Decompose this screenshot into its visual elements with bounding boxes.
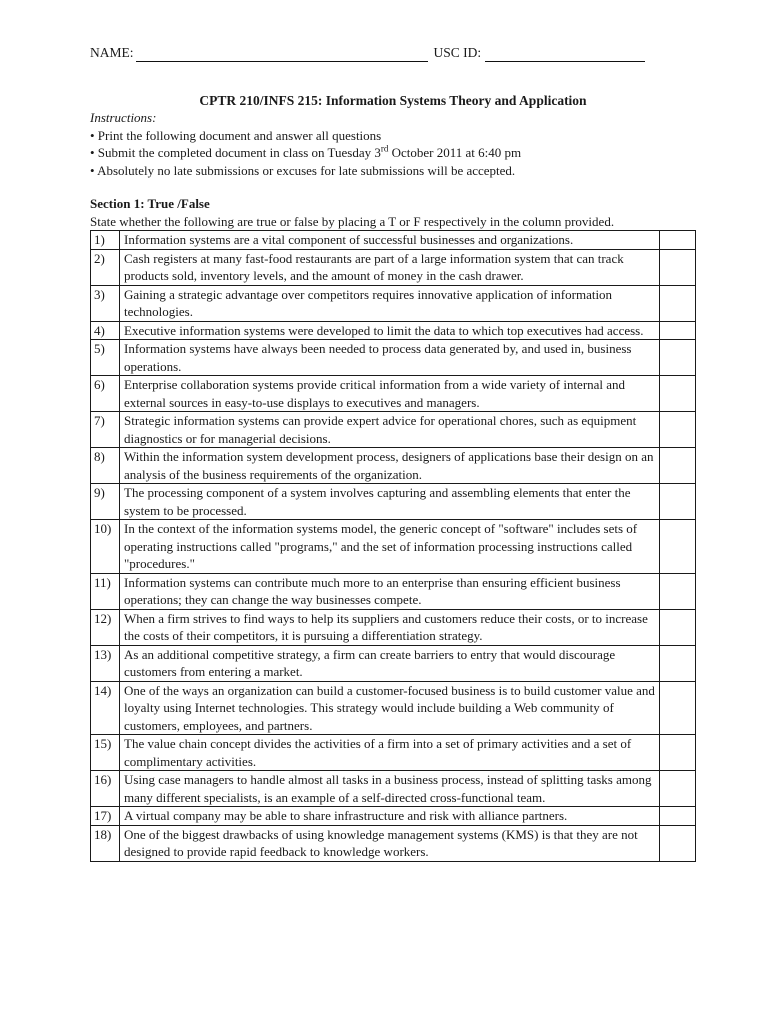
instruction-bullet: • Print the following document and answer all questions bbox=[90, 127, 382, 143]
submit-superscript: rd bbox=[380, 143, 389, 154]
instructions-label: Instructions: bbox=[90, 110, 157, 125]
document-page bbox=[90, 44, 696, 862]
question-text: The processing component of a system involves capturing and assembling elements that enter the system to be processed. bbox=[120, 484, 660, 520]
instruction-bullet: • Absolutely no late submissions or excuses for late submissions will be accepted. bbox=[90, 162, 516, 178]
answer-cell[interactable] bbox=[660, 412, 696, 448]
question-number: 1) bbox=[91, 231, 120, 250]
questions-table bbox=[90, 230, 696, 862]
question-number: 16) bbox=[91, 771, 120, 807]
question-text: When a firm strives to find ways to help its suppliers and customers reduce their costs, or to increase the costs of their competitors, it is pursuing a differentiation strategy. bbox=[120, 609, 660, 645]
question-text: Information systems have always been needed to process data generated by, and used in, business operations. bbox=[120, 340, 660, 376]
section-directions: State whether the following are true or false by placing a T or F respectively in the column provided. bbox=[90, 213, 615, 229]
question-number: 10) bbox=[91, 520, 120, 574]
answer-cell[interactable] bbox=[660, 340, 696, 376]
question-number: 17) bbox=[91, 807, 120, 826]
question-row bbox=[91, 645, 696, 681]
answer-cell[interactable] bbox=[660, 681, 696, 735]
answer-cell[interactable] bbox=[660, 484, 696, 520]
answer-cell[interactable] bbox=[660, 520, 696, 574]
document-title: CPTR 210/INFS 215: Information Systems Theory and Application bbox=[199, 92, 587, 108]
question-number: 7) bbox=[91, 412, 120, 448]
question-text: Gaining a strategic advantage over competitors requires innovative application of information technologies. bbox=[120, 285, 660, 321]
question-text: Information systems can contribute much more to an enterprise than ensuring efficient business operations; they can change the way businesses compete. bbox=[120, 573, 660, 609]
question-text: Using case managers to handle almost all tasks in a business process, instead of splitting tasks among many different specialists, is an example of a self-directed cross-functional team. bbox=[120, 771, 660, 807]
question-row bbox=[91, 376, 696, 412]
question-row bbox=[91, 231, 696, 250]
question-text: Information systems are a vital component of successful businesses and organizations. bbox=[120, 231, 660, 250]
section-title: Section 1: True /False bbox=[90, 196, 210, 211]
question-row bbox=[91, 448, 696, 484]
answer-cell[interactable] bbox=[660, 825, 696, 861]
answer-cell[interactable] bbox=[660, 735, 696, 771]
question-number: 3) bbox=[91, 285, 120, 321]
question-text: In the context of the information systems model, the generic concept of "software" includes sets of operating instructions called "programs," and the set of information processing instructions called "procedures." bbox=[120, 520, 660, 574]
question-text: One of the ways an organization can build a customer-focused business is to build customer value and loyalty using Internet technologies. This strategy would include building a Web community of customers, employees, and partners. bbox=[120, 681, 660, 735]
question-number: 12) bbox=[91, 609, 120, 645]
question-text: Cash registers at many fast-food restaurants are part of a large information system that can track products sold, inventory levels, and the amount of money in the cash drawer. bbox=[120, 249, 660, 285]
answer-cell[interactable] bbox=[660, 376, 696, 412]
question-row bbox=[91, 285, 696, 321]
question-number: 9) bbox=[91, 484, 120, 520]
question-text: As an additional competitive strategy, a firm can create barriers to entry that would discourage customers from entering a market. bbox=[120, 645, 660, 681]
answer-cell[interactable] bbox=[660, 249, 696, 285]
name-label: NAME: bbox=[90, 45, 134, 60]
usc-id-blank[interactable] bbox=[485, 47, 645, 62]
answer-cell[interactable] bbox=[660, 231, 696, 250]
answer-cell[interactable] bbox=[660, 285, 696, 321]
question-number: 18) bbox=[91, 825, 120, 861]
question-row bbox=[91, 340, 696, 376]
instruction-bullet-submit bbox=[90, 144, 696, 162]
question-row bbox=[91, 825, 696, 861]
answer-cell[interactable] bbox=[660, 448, 696, 484]
question-number: 6) bbox=[91, 376, 120, 412]
question-row bbox=[91, 321, 696, 340]
question-number: 8) bbox=[91, 448, 120, 484]
submit-text-prefix: • Submit the completed document in class on Tuesday 3 bbox=[90, 145, 381, 160]
question-number: 14) bbox=[91, 681, 120, 735]
question-number: 13) bbox=[91, 645, 120, 681]
answer-cell[interactable] bbox=[660, 573, 696, 609]
answer-cell[interactable] bbox=[660, 645, 696, 681]
question-text: One of the biggest drawbacks of using knowledge management systems (KMS) is that they are not designed to provide rapid feedback to knowledge workers. bbox=[120, 825, 660, 861]
question-row bbox=[91, 681, 696, 735]
question-number: 5) bbox=[91, 340, 120, 376]
question-text: Strategic information systems can provide expert advice for operational chores, such as equipment diagnostics or for managerial decisions. bbox=[120, 412, 660, 448]
question-row bbox=[91, 573, 696, 609]
question-row bbox=[91, 735, 696, 771]
question-row bbox=[91, 249, 696, 285]
usc-id-label: USC ID: bbox=[433, 45, 482, 60]
question-text: Within the information system development process, designers of applications base their design on an analysis of the business requirements of the organization. bbox=[120, 448, 660, 484]
question-number: 4) bbox=[91, 321, 120, 340]
question-row bbox=[91, 609, 696, 645]
question-text: The value chain concept divides the activities of a firm into a set of primary activities and a set of complimentary activities. bbox=[120, 735, 660, 771]
question-number: 2) bbox=[91, 249, 120, 285]
question-number: 15) bbox=[91, 735, 120, 771]
question-row bbox=[91, 412, 696, 448]
question-row bbox=[91, 771, 696, 807]
question-text: Executive information systems were developed to limit the data to which top executives had access. bbox=[120, 321, 660, 340]
answer-cell[interactable] bbox=[660, 771, 696, 807]
question-text: A virtual company may be able to share infrastructure and risk with alliance partners. bbox=[120, 807, 660, 826]
answer-cell[interactable] bbox=[660, 609, 696, 645]
question-row bbox=[91, 484, 696, 520]
answer-cell[interactable] bbox=[660, 807, 696, 826]
question-row bbox=[91, 520, 696, 574]
question-row bbox=[91, 807, 696, 826]
header-line bbox=[90, 44, 696, 62]
name-blank[interactable] bbox=[136, 47, 428, 62]
questions-table-body bbox=[91, 231, 696, 862]
question-number: 11) bbox=[91, 573, 120, 609]
submit-text-suffix: October 2011 at 6:40 pm bbox=[388, 145, 522, 160]
answer-cell[interactable] bbox=[660, 321, 696, 340]
question-text: Enterprise collaboration systems provide critical information from a wide variety of internal and external sources in easy-to-use displays to executives and managers. bbox=[120, 376, 660, 412]
